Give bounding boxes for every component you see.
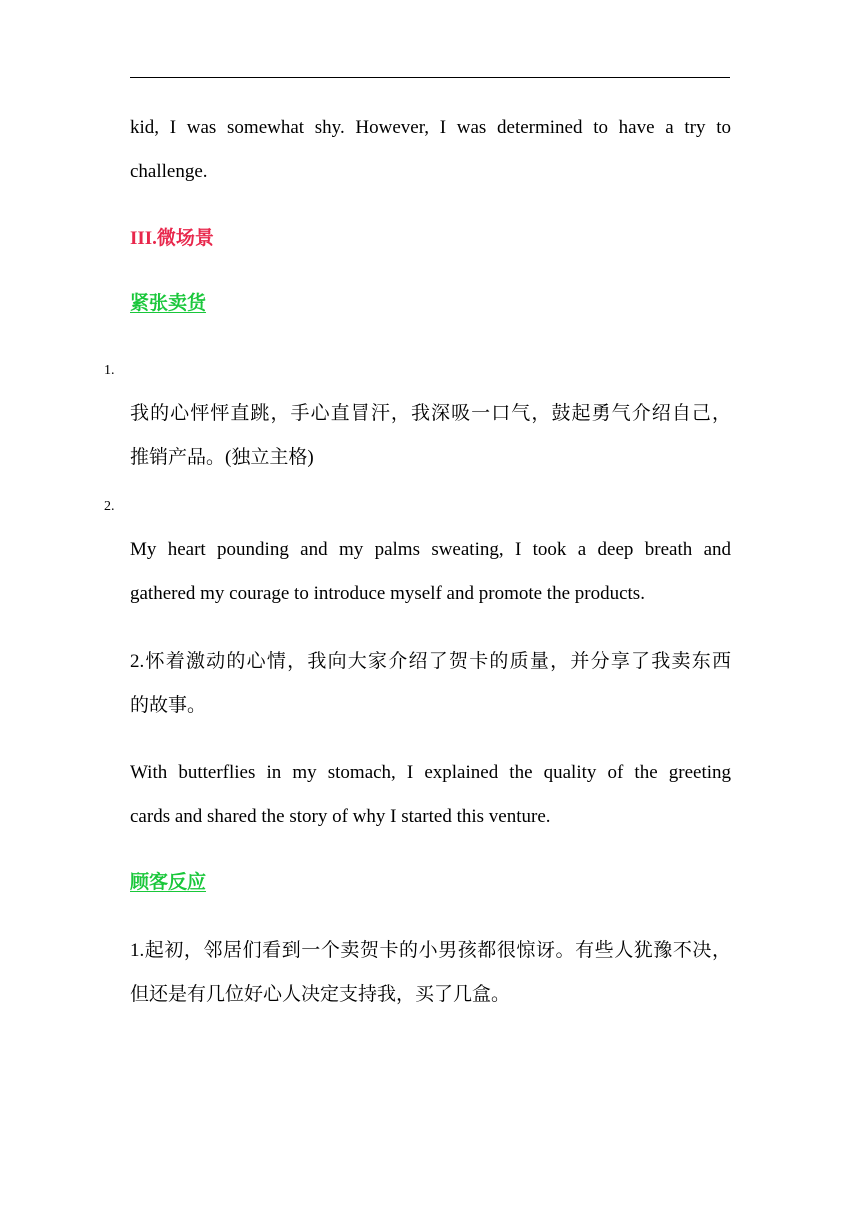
paragraph-item1-chinese — [130, 392, 731, 480]
paragraph-line: 1.起初，邻居们看到一个卖贺卡的小男孩都很惊讶。有些人犹豫不决， — [130, 940, 731, 961]
subsection-title-nervous-selling: 紧张卖货 — [130, 293, 207, 314]
paragraph-line: My heart pounding and my palms sweating, I took a deep breath and — [130, 539, 731, 560]
section-title-micro-scene: III.微场景 — [130, 228, 214, 249]
paragraph-chinese-2 — [130, 640, 731, 728]
paragraph-line: 推销产品。(独立主格) — [130, 447, 314, 468]
paragraph-line: cards and shared the story of why I started this venture. — [130, 806, 551, 827]
header-rule — [130, 77, 730, 78]
list-marker-2: 2. — [104, 499, 115, 514]
paragraph-line: 我的心怦怦直跳，手心直冒汗，我深吸一口气，鼓起勇气介绍自己， — [130, 403, 731, 424]
paragraph-english-2 — [130, 751, 731, 839]
paragraph-item2-english — [130, 528, 731, 616]
paragraph-line: 但还是有几位好心人决定支持我，买了几盒。 — [130, 984, 511, 1005]
paragraph-line: challenge. — [130, 161, 208, 182]
paragraph-line: kid, I was somewhat shy. However, I was determined to have a try to — [130, 117, 731, 138]
subsection-title-customer-reaction: 顾客反应 — [130, 872, 207, 893]
paragraph-line: gathered my courage to introduce myself and promote the products. — [130, 583, 645, 604]
paragraph-line: With butterflies in my stomach, I explained the quality of the greeting — [130, 762, 731, 783]
paragraph-chinese-3 — [130, 929, 731, 1017]
paragraph-line: 的故事。 — [130, 695, 207, 716]
paragraph-intro — [130, 106, 731, 194]
paragraph-line: 2.怀着激动的心情，我向大家介绍了贺卡的质量，并分享了我卖东西 — [130, 651, 731, 672]
list-marker-1: 1. — [104, 363, 115, 378]
